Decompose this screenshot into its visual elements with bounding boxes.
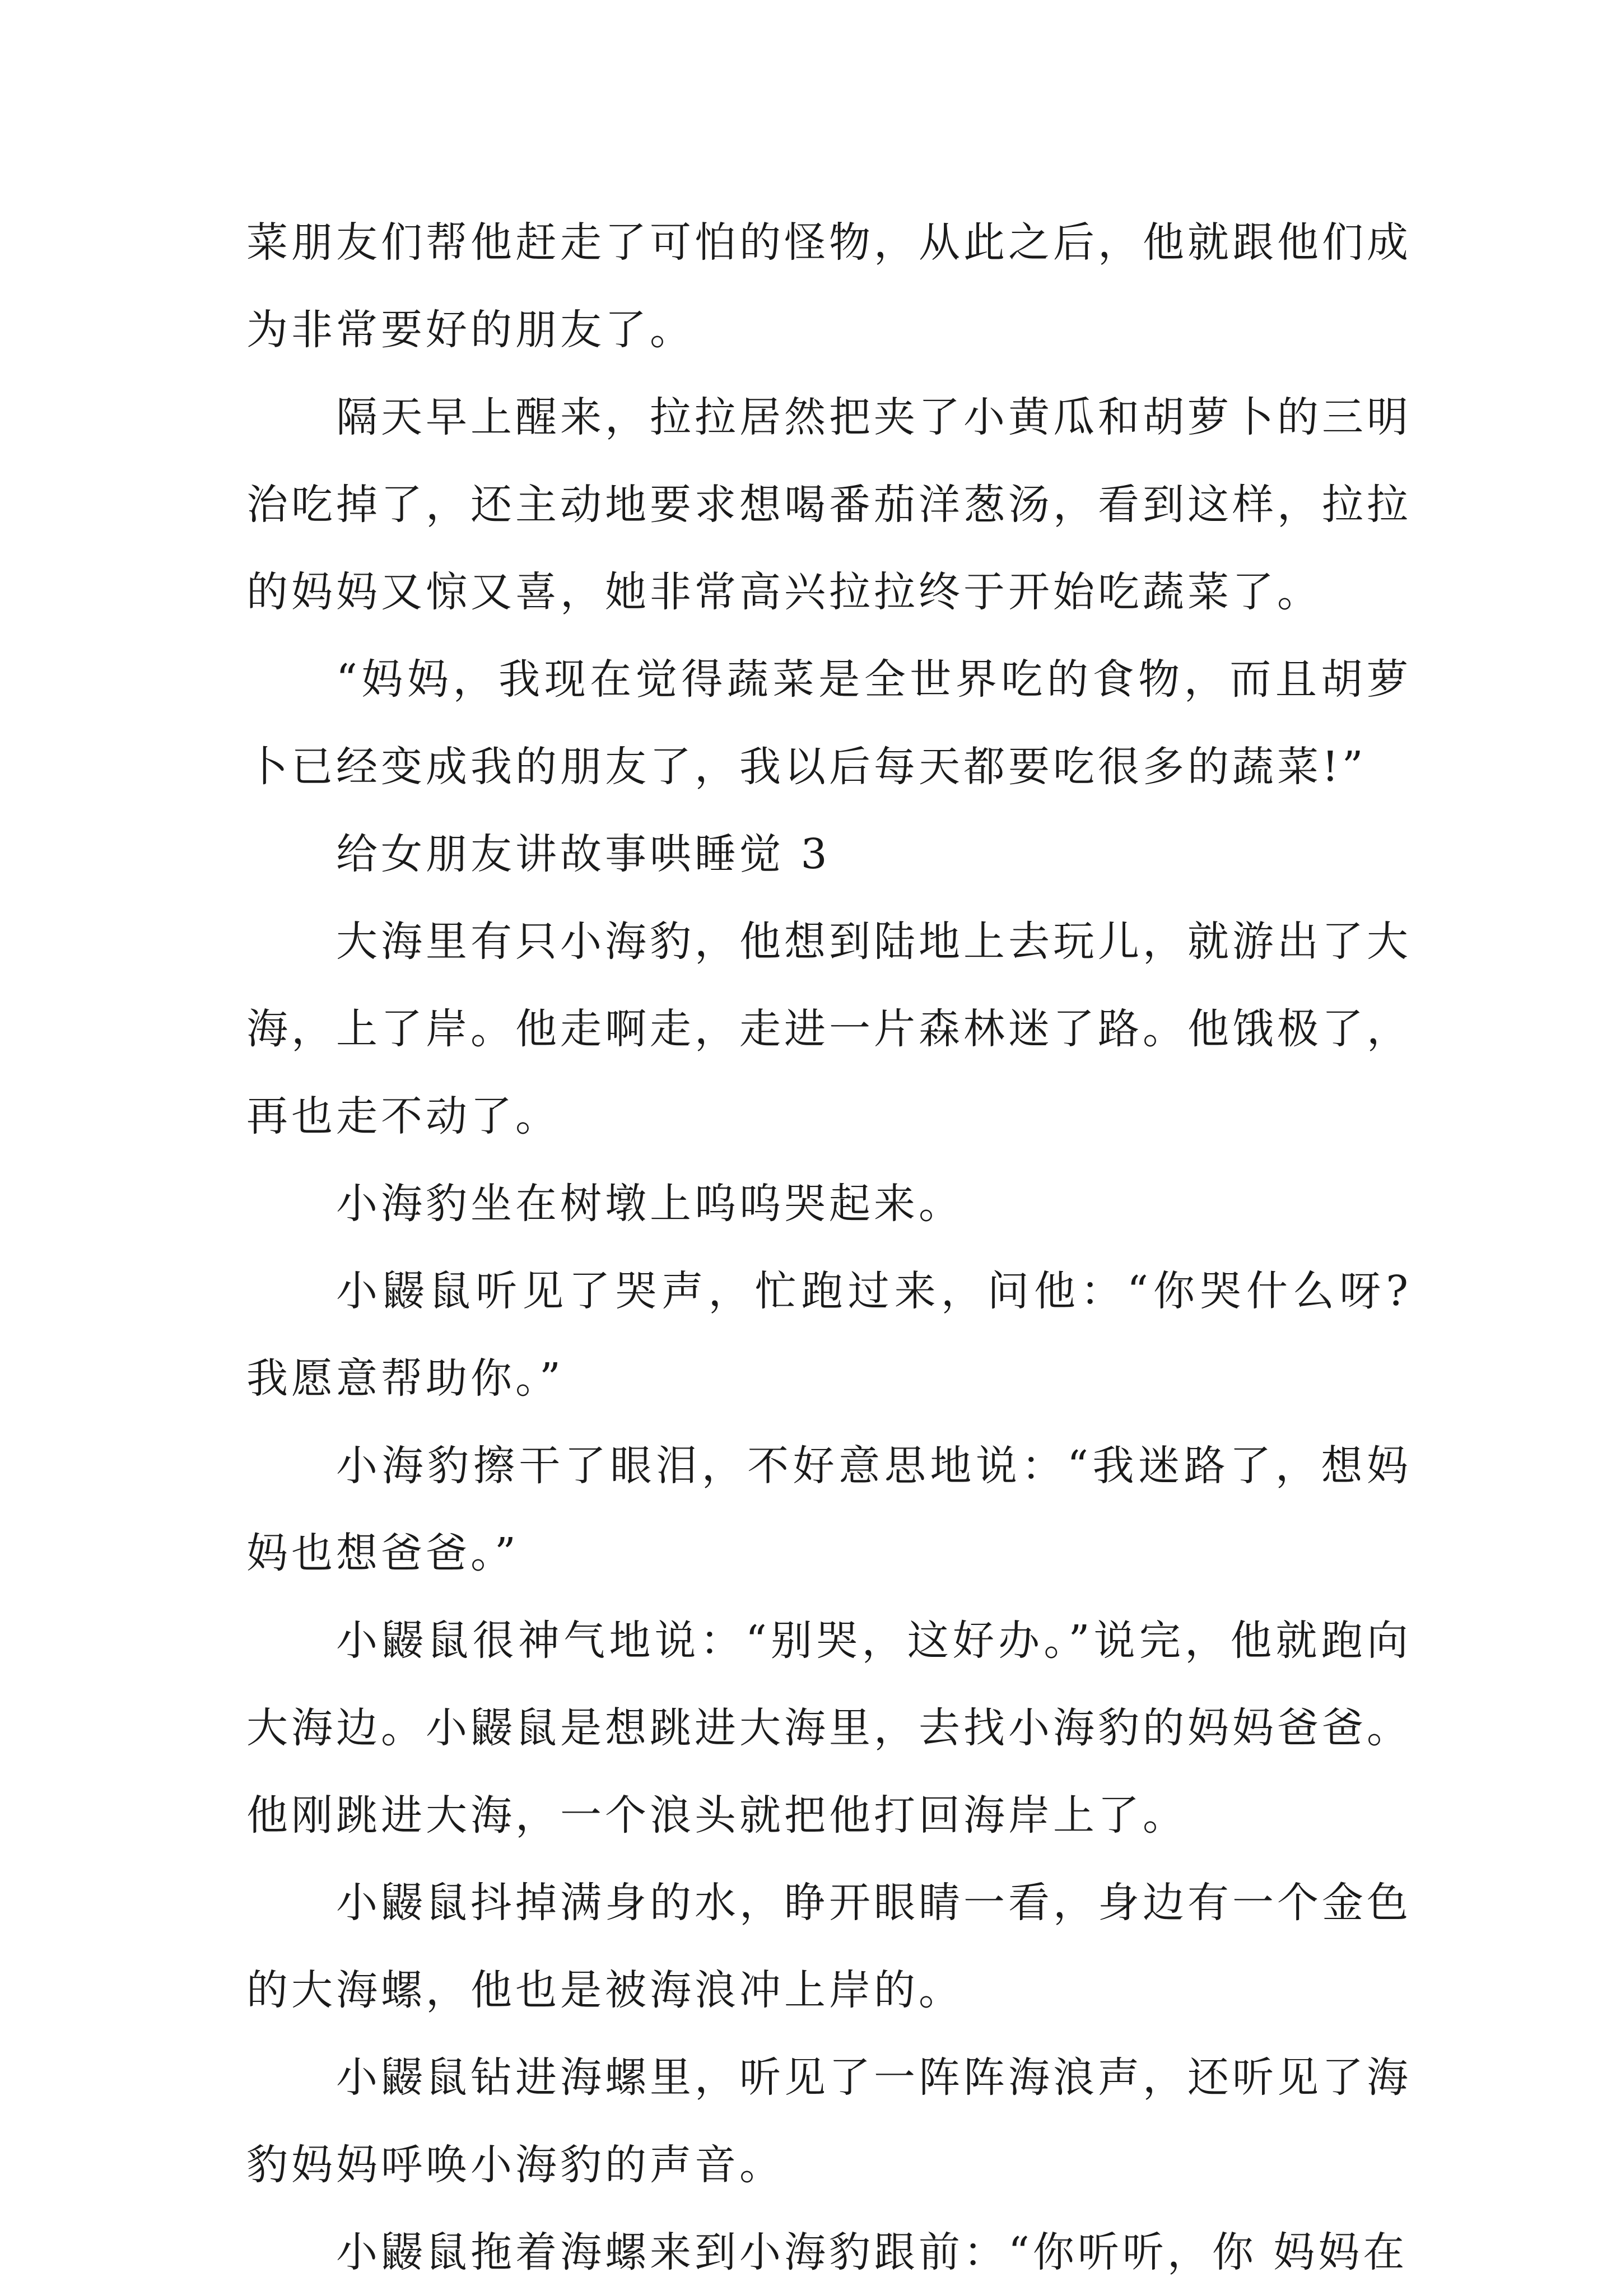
paragraph: 小鼹鼠拖着海螺来到小海豹跟前：“你听听，你 妈妈在 [336, 2228, 1408, 2276]
paragraph: 小海豹擦干了眼泪，不好意思地说：“我迷路了，想妈妈也想爸爸。” [246, 1442, 1412, 1577]
paragraph: 菜朋友们帮他赶走了可怕的怪物，从此之后，他就跟他们成为非常要好的朋友了。 [246, 218, 1412, 354]
paragraph: 大海里有只小海豹，他想到陆地上去玩儿，就游出了大海，上了岸。他走啊走，走进一片森林迷了路。他饿极了，再也走不动了。 [246, 918, 1412, 1140]
paragraph: 小海豹坐在树墩上呜呜哭起来。 [336, 1180, 963, 1228]
paragraph: 小鼹鼠很神气地说：“别哭，这好办。”说完，他就跑向大海边。小鼹鼠是想跳进大海里，去找小海豹的妈妈爸爸。他刚跳进大海，一个浪头就把他打回海岸上了。 [246, 1617, 1412, 1839]
paragraph: 隔天早上醒来，拉拉居然把夹了小黄瓜和胡萝卜的三明治吃掉了，还主动地要求想喝番茄洋葱汤，看到这样，拉拉的妈妈又惊又喜，她非常高兴拉拉终于开始吃蔬菜了。 [246, 393, 1412, 616]
document-body [246, 199, 1412, 2296]
story-heading: 给女朋友讲故事哄睡觉 3 [336, 830, 831, 878]
paragraph: 小鼹鼠钻进海螺里，听见了一阵阵海浪声，还听见了海豹妈妈呼唤小海豹的声音。 [246, 2053, 1412, 2189]
paragraph: “妈妈，我现在觉得蔬菜是全世界吃的食物，而且胡萝卜已经变成我的朋友了，我以后每天都要吃很多的蔬菜!” [246, 655, 1412, 791]
paragraph: 小鼹鼠抖掉满身的水，睁开眼睛一看，身边有一个金色的大海螺，他也是被海浪冲上岸的。 [246, 1879, 1412, 2014]
paragraph: 小鼹鼠听见了哭声，忙跑过来，问他：“你哭什么呀?我愿意帮助你。” [246, 1267, 1412, 1403]
